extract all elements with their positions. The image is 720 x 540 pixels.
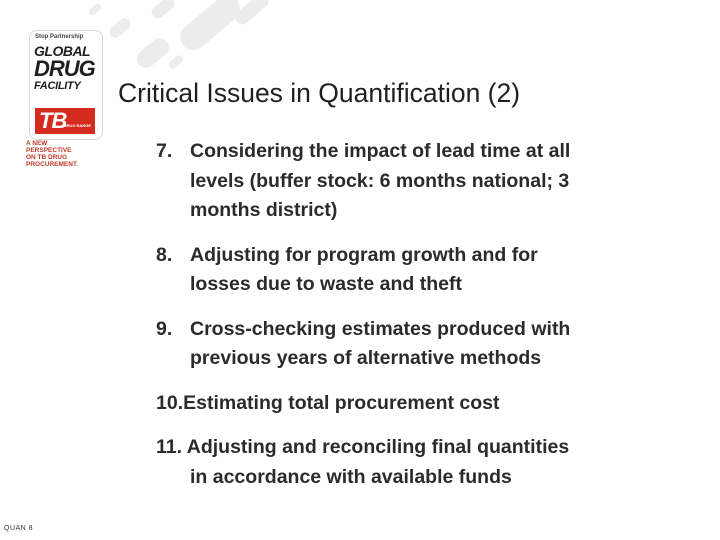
logo-tb-box [35, 108, 95, 134]
logo-tagline-line: PROCUREMENT. [26, 161, 79, 169]
item-line: in accordance with available funds [190, 465, 512, 488]
item-line: losses due to waste and theft [190, 273, 462, 295]
logo-tb-tag: DRUG RANGE [63, 123, 91, 128]
logo-tagline-line: PERSPECTIVE [26, 147, 72, 155]
item-number: 8. [156, 243, 173, 266]
issues-list [156, 137, 696, 492]
item-line: Considering the impact of lead time at all [190, 140, 571, 162]
logo-tb-text: TB [39, 108, 67, 133]
item-number: 10. [156, 391, 184, 414]
logo-line-global: GLOBAL [34, 43, 91, 59]
decor-pill [87, 2, 102, 16]
decor-pill [149, 0, 177, 21]
logo-tagline-line: ON TB DRUG [26, 154, 68, 162]
stop-partnership-text: Stop Partnership [35, 34, 84, 40]
logo-line-facility: FACILITY [34, 80, 81, 92]
logo-wordmark [34, 44, 95, 92]
list-item [156, 137, 696, 226]
item-line: previous years of alternative methods [190, 347, 542, 369]
list-item [156, 433, 696, 492]
item-line: months district) [190, 199, 338, 221]
item-number: 11. [156, 436, 183, 458]
item-line: Adjusting for program growth and for [190, 243, 538, 266]
decor-pill [107, 16, 133, 41]
list-item [156, 241, 696, 300]
list-item [156, 389, 696, 419]
logo-line-drug: DRUG [34, 56, 95, 81]
global-drug-facility-logo [26, 30, 106, 175]
item-number: 9. [156, 317, 173, 340]
decor-pill [133, 35, 172, 72]
slide-title: Critical Issues in Quantification (2) [118, 78, 521, 108]
item-line: Cross-checking estimates produced with [190, 317, 571, 340]
decor-pill [175, 0, 245, 55]
slide-footer-label: QUAN 8 [4, 525, 34, 532]
item-line: Adjusting and reconciling final quantities [186, 436, 570, 458]
list-item [156, 315, 696, 374]
logo-tagline-line: A NEW [26, 140, 48, 147]
item-line: Estimating total procurement cost [183, 391, 500, 414]
decor-pill [167, 54, 184, 70]
item-number: 7. [156, 140, 173, 162]
item-line: levels (buffer stock: 6 months national; 3 [190, 169, 570, 192]
stop-partnership-mark [35, 34, 83, 40]
logo-tagline [26, 140, 78, 169]
